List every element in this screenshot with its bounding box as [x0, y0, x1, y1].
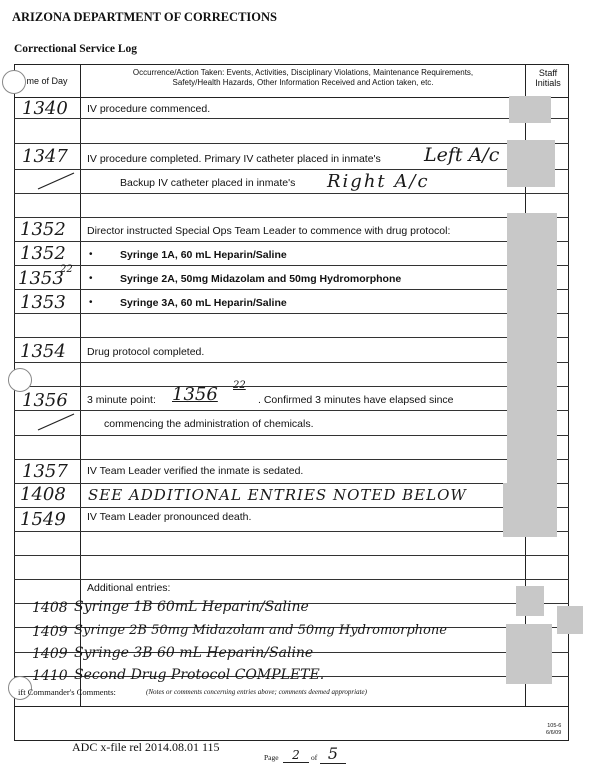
header-divider: [14, 97, 569, 98]
time-entry: 1409: [32, 624, 68, 640]
row-line: [14, 217, 569, 218]
header-staff-initials: [527, 68, 569, 88]
time-entry: 1356: [22, 390, 68, 411]
page-label: Page: [264, 753, 279, 762]
row-line: [14, 241, 569, 242]
entry-text: Drug protocol completed.: [87, 346, 205, 358]
redaction-box: [509, 96, 551, 123]
redaction-box: [503, 483, 557, 537]
entry-text: Director instructed Special Ops Team Leader to commence with drug protocol:: [87, 225, 451, 237]
comments-label: ift Commander's Comments:: [18, 687, 116, 697]
row-line: [14, 289, 569, 290]
redaction-box: [507, 213, 557, 483]
comments-divider: [14, 706, 569, 707]
continuation-slash: [36, 171, 76, 191]
time-entry: 1409: [32, 646, 68, 662]
additional-entries-label: Additional entries:: [87, 582, 171, 594]
entry-text: IV Team Leader pronounced death.: [87, 511, 252, 523]
continuation-slash: [36, 412, 76, 432]
entry-text: Backup IV catheter placed in inmate's: [120, 177, 296, 189]
handwritten-seconds: 22: [233, 380, 246, 391]
row-line: [14, 459, 569, 460]
page-total: 5: [320, 744, 346, 764]
row-line: [14, 435, 569, 436]
header-occurrence-line2: Safety/Health Hazards, Other Information Received and Action taken, etc.: [172, 78, 434, 87]
footer-reference: ADC x-file rel 2014.08.01 115: [72, 740, 220, 754]
row-line: [14, 193, 569, 194]
time-entry: 1352: [20, 243, 66, 264]
time-entry: 1352: [20, 219, 66, 240]
entry-text: IV procedure commenced.: [87, 103, 211, 115]
page-number: 2: [283, 748, 309, 763]
handwritten-time: 1356: [172, 384, 218, 405]
handwritten-entry: Syringe 1B 60mL Heparin/Saline: [74, 599, 309, 615]
row-line: [14, 265, 569, 266]
time-entry: 1353: [20, 292, 66, 313]
entry-text: 3 minute point:: [87, 394, 156, 406]
handwritten-entry: Syringe 2B 50mg Midazolam and 50mg Hydromorphone: [74, 623, 447, 638]
redaction-box: [557, 606, 583, 634]
syringe-line: Syringe 3A, 60 mL Heparin/Saline: [120, 297, 287, 309]
row-line: [14, 169, 569, 170]
row-line: [14, 313, 569, 314]
time-entry: 1340: [22, 98, 68, 119]
row-line: [14, 362, 569, 363]
row-line: [14, 579, 569, 580]
syringe-line: Syringe 2A, 50mg Midazolam and 50mg Hydromorphone: [120, 273, 402, 285]
entry-text: IV Team Leader verified the inmate is sedated.: [87, 465, 304, 477]
time-entry: 1408: [20, 484, 66, 505]
time-entry: 1354: [20, 341, 66, 362]
time-entry: 1353: [18, 268, 64, 289]
redaction-box: [516, 586, 544, 616]
row-line: [14, 337, 569, 338]
punch-hole: [8, 368, 32, 392]
handwritten-entry: Syringe 3B 60 mL Heparin/Saline: [74, 645, 314, 661]
handwritten-location: Left A/c: [424, 144, 500, 166]
row-line: [14, 386, 569, 387]
form-code: 105-6: [547, 723, 562, 729]
row-line: [14, 555, 569, 556]
row-line: [14, 410, 569, 411]
handwritten-entry: Second Drug Protocol COMPLETE.: [74, 667, 325, 683]
time-entry: 1357: [22, 461, 68, 482]
handwritten-location: Right A/c: [327, 171, 430, 192]
row-line: [14, 483, 569, 484]
header-staff: Staff: [538, 68, 558, 78]
of-label: of: [311, 753, 318, 762]
form-date: 6/6/09: [546, 730, 562, 736]
row-line: [14, 531, 569, 532]
punch-hole: [2, 70, 26, 94]
redaction-box: [507, 140, 555, 187]
handwritten-note: SEE ADDITIONAL ENTRIES NOTED BELOW: [88, 486, 467, 504]
time-entry: 1410: [32, 668, 68, 684]
time-entry: 1408: [32, 600, 68, 616]
form-code-block: [546, 723, 561, 737]
header-occurrence: [82, 68, 524, 88]
time-entry: 1347: [22, 146, 68, 167]
entry-text: . Confirmed 3 minutes have elapsed since: [258, 394, 454, 406]
log-title: Correctional Service Log: [14, 43, 138, 55]
bullet: •: [89, 273, 93, 284]
header-occurrence-line1: Occurrence/Action Taken: Events, Activities, Disciplinary Violations, Maintenance Requirements,: [132, 68, 474, 77]
entry-text: commencing the administration of chemicals.: [104, 418, 314, 430]
syringe-line: Syringe 1A, 60 mL Heparin/Saline: [120, 249, 287, 261]
bullet: •: [89, 249, 93, 260]
bullet: •: [89, 297, 93, 308]
redaction-box: [506, 624, 552, 684]
time-seconds: 22: [60, 264, 73, 275]
department-title: ARIZONA DEPARTMENT OF CORRECTIONS: [12, 10, 277, 24]
header-time-of-day: me of Day: [26, 76, 68, 86]
row-line: [14, 507, 569, 508]
comments-note: (Notes or comments concerning entries above; comments deemed appropriate): [146, 688, 367, 696]
header-initials: Initials: [535, 78, 561, 88]
entry-text: IV procedure completed. Primary IV catheter placed in inmate's: [87, 153, 381, 165]
time-entry: 1549: [20, 509, 66, 530]
row-line: [14, 118, 569, 119]
